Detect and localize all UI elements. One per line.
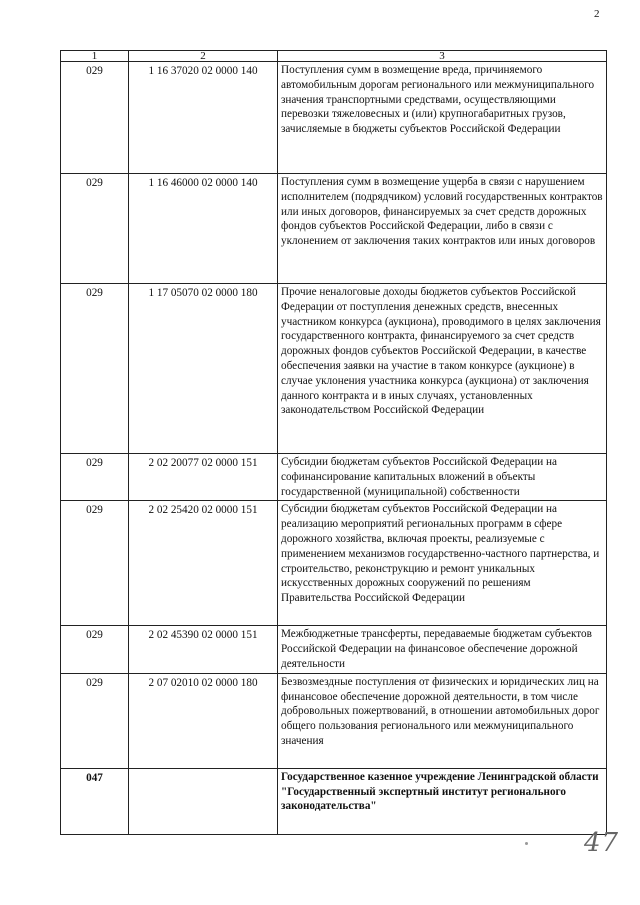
budget-code-cell: 2 02 25420 02 0000 151 <box>129 501 278 626</box>
budget-code-cell: 1 16 46000 02 0000 140 <box>129 174 278 284</box>
description-cell: Субсидии бюджетам субъектов Российской Федерации на софинансирование капитальных вложений в объекты государственной (муниципальной) собственности <box>278 454 607 501</box>
table-row <box>61 454 607 501</box>
header-col-1: 1 <box>61 51 129 62</box>
budget-code-cell: 1 17 05070 02 0000 180 <box>129 284 278 454</box>
admin-code-cell: 029 <box>61 174 129 284</box>
admin-code-cell: 029 <box>61 284 129 454</box>
description-cell: Государственное казенное учреждение Ленинградской области "Государственный экспертный институт регионального законодательства" <box>278 768 607 834</box>
budget-code-cell <box>129 768 278 834</box>
scan-speck <box>525 842 528 845</box>
header-col-3: 3 <box>278 51 607 62</box>
budget-code-cell: 2 07 02010 02 0000 180 <box>129 673 278 768</box>
header-col-2: 2 <box>129 51 278 62</box>
admin-code-cell: 047 <box>61 768 129 834</box>
table-row <box>61 626 607 673</box>
budget-code-cell: 2 02 20077 02 0000 151 <box>129 454 278 501</box>
admin-code-cell: 029 <box>61 62 129 174</box>
description-cell: Межбюджетные трансферты, передаваемые бюджетам субъектов Российской Федерации на финансовое обеспечение дорожной деятельности <box>278 626 607 673</box>
revenue-codes-table <box>60 50 607 835</box>
table-row <box>61 174 607 284</box>
budget-code-cell: 1 16 37020 02 0000 140 <box>129 62 278 174</box>
admin-code-cell: 029 <box>61 673 129 768</box>
admin-code-cell: 029 <box>61 626 129 673</box>
table-row <box>61 62 607 174</box>
table-row <box>61 673 607 768</box>
page-number: 2 <box>594 8 600 20</box>
admin-code-cell: 029 <box>61 501 129 626</box>
description-cell: Поступления сумм в возмещение вреда, причиняемого автомобильным дорогам регионального или межмуниципального значения транспортными средствами, осуществляющими перевозки тяжеловесных и (или) крупногабаритных грузов, зачисляемые в бюджеты субъектов Российской Федерации <box>278 62 607 174</box>
handwritten-page-number: 47 <box>584 828 620 858</box>
description-cell: Субсидии бюджетам субъектов Российской Федерации на реализацию мероприятий региональных программ в сфере дорожного хозяйства, включая проекты, реализуемые с применением механизмов государственно-частного партнерства, и строительство, реконструкцию и ремонт уникальных искусственных дорожных сооружений по решениям Правительства Российской Федерации <box>278 501 607 626</box>
description-cell: Поступления сумм в возмещение ущерба в связи с нарушением исполнителем (подрядчиком) условий государственных контрактов или иных договоров, финансируемых за счет средств дорожных фондов субъектов Российской Федерации, либо в связи с уклонением от заключения таких контрактов или иных договоров <box>278 174 607 284</box>
table-row <box>61 768 607 834</box>
description-cell: Безвозмездные поступления от физических и юридических лиц на финансовое обеспечение дорожной деятельности, в том числе добровольных пожертвований, в отношении автомобильных дорог общего пользования регионального или межмуниципального значения <box>278 673 607 768</box>
table-header-row <box>61 51 607 62</box>
table-row <box>61 284 607 454</box>
description-cell: Прочие неналоговые доходы бюджетов субъектов Российской Федерации от поступления денежных средств, внесенных участником конкурса (аукциона), проводимого в целях заключения государственного контракта, финансируемого за счет средств дорожных фондов субъектов Российской Федерации, в качестве обеспечения заявки на участие в таком конкурсе (аукционе) в случае уклонения участника конкурса (аукциона) от заключения данного контракта и в иных случаях, установленных законодательством Российской Федерации <box>278 284 607 454</box>
budget-code-cell: 2 02 45390 02 0000 151 <box>129 626 278 673</box>
admin-code-cell: 029 <box>61 454 129 501</box>
table-row <box>61 501 607 626</box>
